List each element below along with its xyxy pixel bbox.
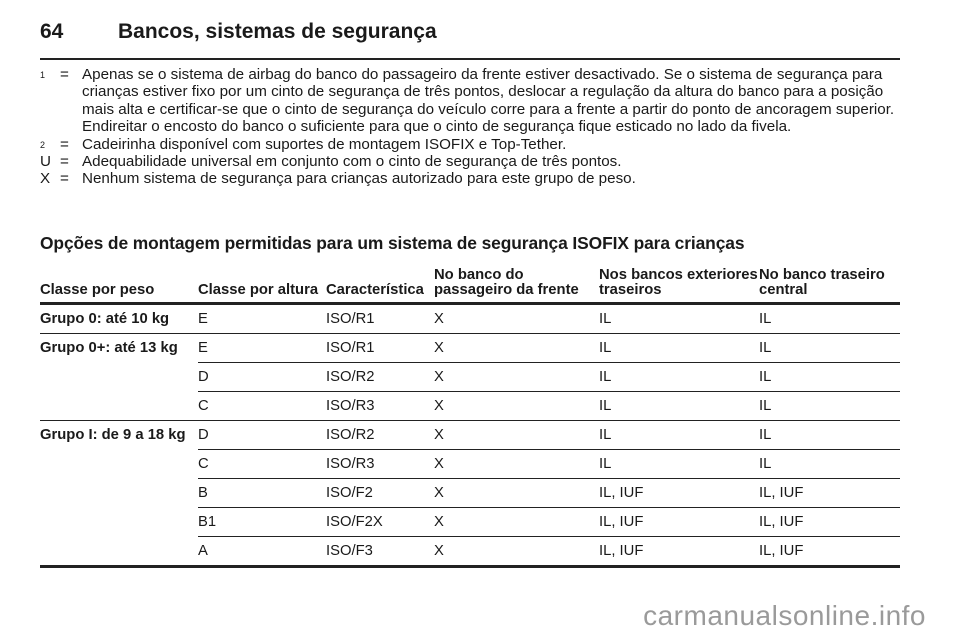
table-cell <box>40 392 198 421</box>
col-header-rear-outer: Nos bancos exteriores traseiros <box>599 262 759 304</box>
table-cell: ISO/R2 <box>326 363 434 392</box>
table-row <box>40 304 900 334</box>
footnote-1 <box>40 66 904 136</box>
table-cell: E <box>198 334 326 363</box>
table-cell: IL, IUF <box>599 479 759 508</box>
table-cell <box>40 537 198 567</box>
table-cell: Grupo 0: até 10 kg <box>40 311 170 327</box>
table-cell: ISO/F3 <box>326 537 434 567</box>
table-cell: Grupo 0+: até 13 kg <box>40 334 198 363</box>
footnote-text: Nenhum sistema de segurança para crianças autorizado para este grupo de peso. <box>82 170 636 188</box>
footnote-equals: = <box>60 135 69 153</box>
table-cell: ISO/R3 <box>326 392 434 421</box>
table-cell: IL <box>759 421 900 450</box>
footnote-text: Adequabilidade universal em conjunto com o cinto de segurança de três pontos. <box>82 153 622 171</box>
table-cell: X <box>434 421 599 450</box>
col-header-front-passenger: No banco do passageiro da frente <box>434 262 599 304</box>
table-cell: IL <box>759 450 900 479</box>
table-row <box>40 334 900 363</box>
table-cell: IL <box>759 363 900 392</box>
footnote-equals: = <box>60 170 69 188</box>
table-cell: IL <box>759 392 900 421</box>
table-cell: X <box>434 392 599 421</box>
footnote-u <box>40 153 904 170</box>
table-row <box>40 363 900 392</box>
page-header <box>40 18 900 52</box>
table-cell: C <box>198 450 326 479</box>
isofix-table <box>40 262 900 568</box>
table-body <box>40 304 900 567</box>
footnote-text: Apenas se o sistema de airbag do banco do passageiro da frente estiver desactivado. Se o sistema de segurança para crianças estiver fixo por um cinto de segurança de três pontos, deslocar a regulação da altura do banco para a posição mais alta e certificar-se que o cinto de segurança do veículo corre para a frente a partir do ponto de ancoragem superior. Endireitar o encosto do banco o suficiente para que o cinto de segurança fique esticado no lado da fivela. <box>82 66 895 136</box>
footnote-text: Cadeirinha disponível com suportes de montagem ISOFIX e Top-Tether. <box>82 135 567 153</box>
table-cell: IL, IUF <box>759 537 900 567</box>
table-cell: IL, IUF <box>759 479 900 508</box>
footnote-equals: = <box>60 153 69 171</box>
table-row <box>40 392 900 421</box>
table-cell: X <box>434 450 599 479</box>
table-cell: X <box>434 363 599 392</box>
table-cell: IL, IUF <box>599 537 759 567</box>
table-cell: ISO/R3 <box>326 450 434 479</box>
table-cell: D <box>198 421 326 450</box>
footnote-2 <box>40 136 904 153</box>
table-cell: X <box>434 311 444 327</box>
col-header-weight-class: Classe por peso <box>40 262 198 304</box>
footnotes <box>40 66 904 188</box>
table-cell: X <box>434 334 599 363</box>
footnote-x <box>40 170 904 187</box>
table-cell: D <box>198 363 326 392</box>
table-cell: ISO/R2 <box>326 421 434 450</box>
table-cell: B <box>198 479 326 508</box>
section-heading: Opções de montagem permitidas para um sistema de segurança ISOFIX para crianças <box>40 233 745 253</box>
table-cell <box>40 508 198 537</box>
table-cell: E <box>198 311 208 327</box>
page-title: Bancos, sistemas de segurança <box>118 20 437 43</box>
table-cell: IL, IUF <box>599 508 759 537</box>
table-cell <box>40 450 198 479</box>
table-cell: IL <box>599 311 612 327</box>
table-cell: IL <box>599 392 759 421</box>
table-header-row <box>40 262 900 304</box>
table-row <box>40 450 900 479</box>
col-header-characteristic: Característica <box>326 262 434 304</box>
page-number: 64 <box>40 20 64 43</box>
table-cell: A <box>198 537 326 567</box>
table-cell <box>40 479 198 508</box>
table-cell: C <box>198 392 326 421</box>
footnote-symbol: 1 <box>40 70 46 80</box>
table-cell: X <box>434 537 599 567</box>
table-cell: IL <box>759 311 772 327</box>
table-cell: ISO/R1 <box>326 334 434 363</box>
table-cell: IL <box>759 334 900 363</box>
table-cell: Grupo I: de 9 a 18 kg <box>40 421 198 450</box>
table-cell: ISO/F2X <box>326 508 434 537</box>
table-cell: IL <box>599 334 759 363</box>
footnote-equals: = <box>60 66 69 83</box>
watermark: carmanualsonline.info <box>643 600 926 631</box>
table-cell <box>40 363 198 392</box>
table-cell: IL <box>599 363 759 392</box>
footnote-symbol: 2 <box>40 139 46 150</box>
table-cell: ISO/R1 <box>326 311 375 327</box>
table-row <box>40 537 900 567</box>
footnote-symbol: X <box>40 170 51 188</box>
table-row <box>40 479 900 508</box>
table-cell: X <box>434 508 599 537</box>
header-divider <box>40 58 900 60</box>
footnote-symbol: U <box>40 153 51 171</box>
table-cell: IL <box>599 450 759 479</box>
col-header-rear-center: No banco traseiro central <box>759 262 900 304</box>
table-cell: B1 <box>198 508 326 537</box>
col-header-height-class: Classe por altura <box>198 262 326 304</box>
table-row <box>40 421 900 450</box>
table-cell: IL <box>599 421 759 450</box>
table-cell: ISO/F2 <box>326 479 434 508</box>
table-row <box>40 508 900 537</box>
table-cell: IL, IUF <box>759 508 900 537</box>
table-cell: X <box>434 479 599 508</box>
